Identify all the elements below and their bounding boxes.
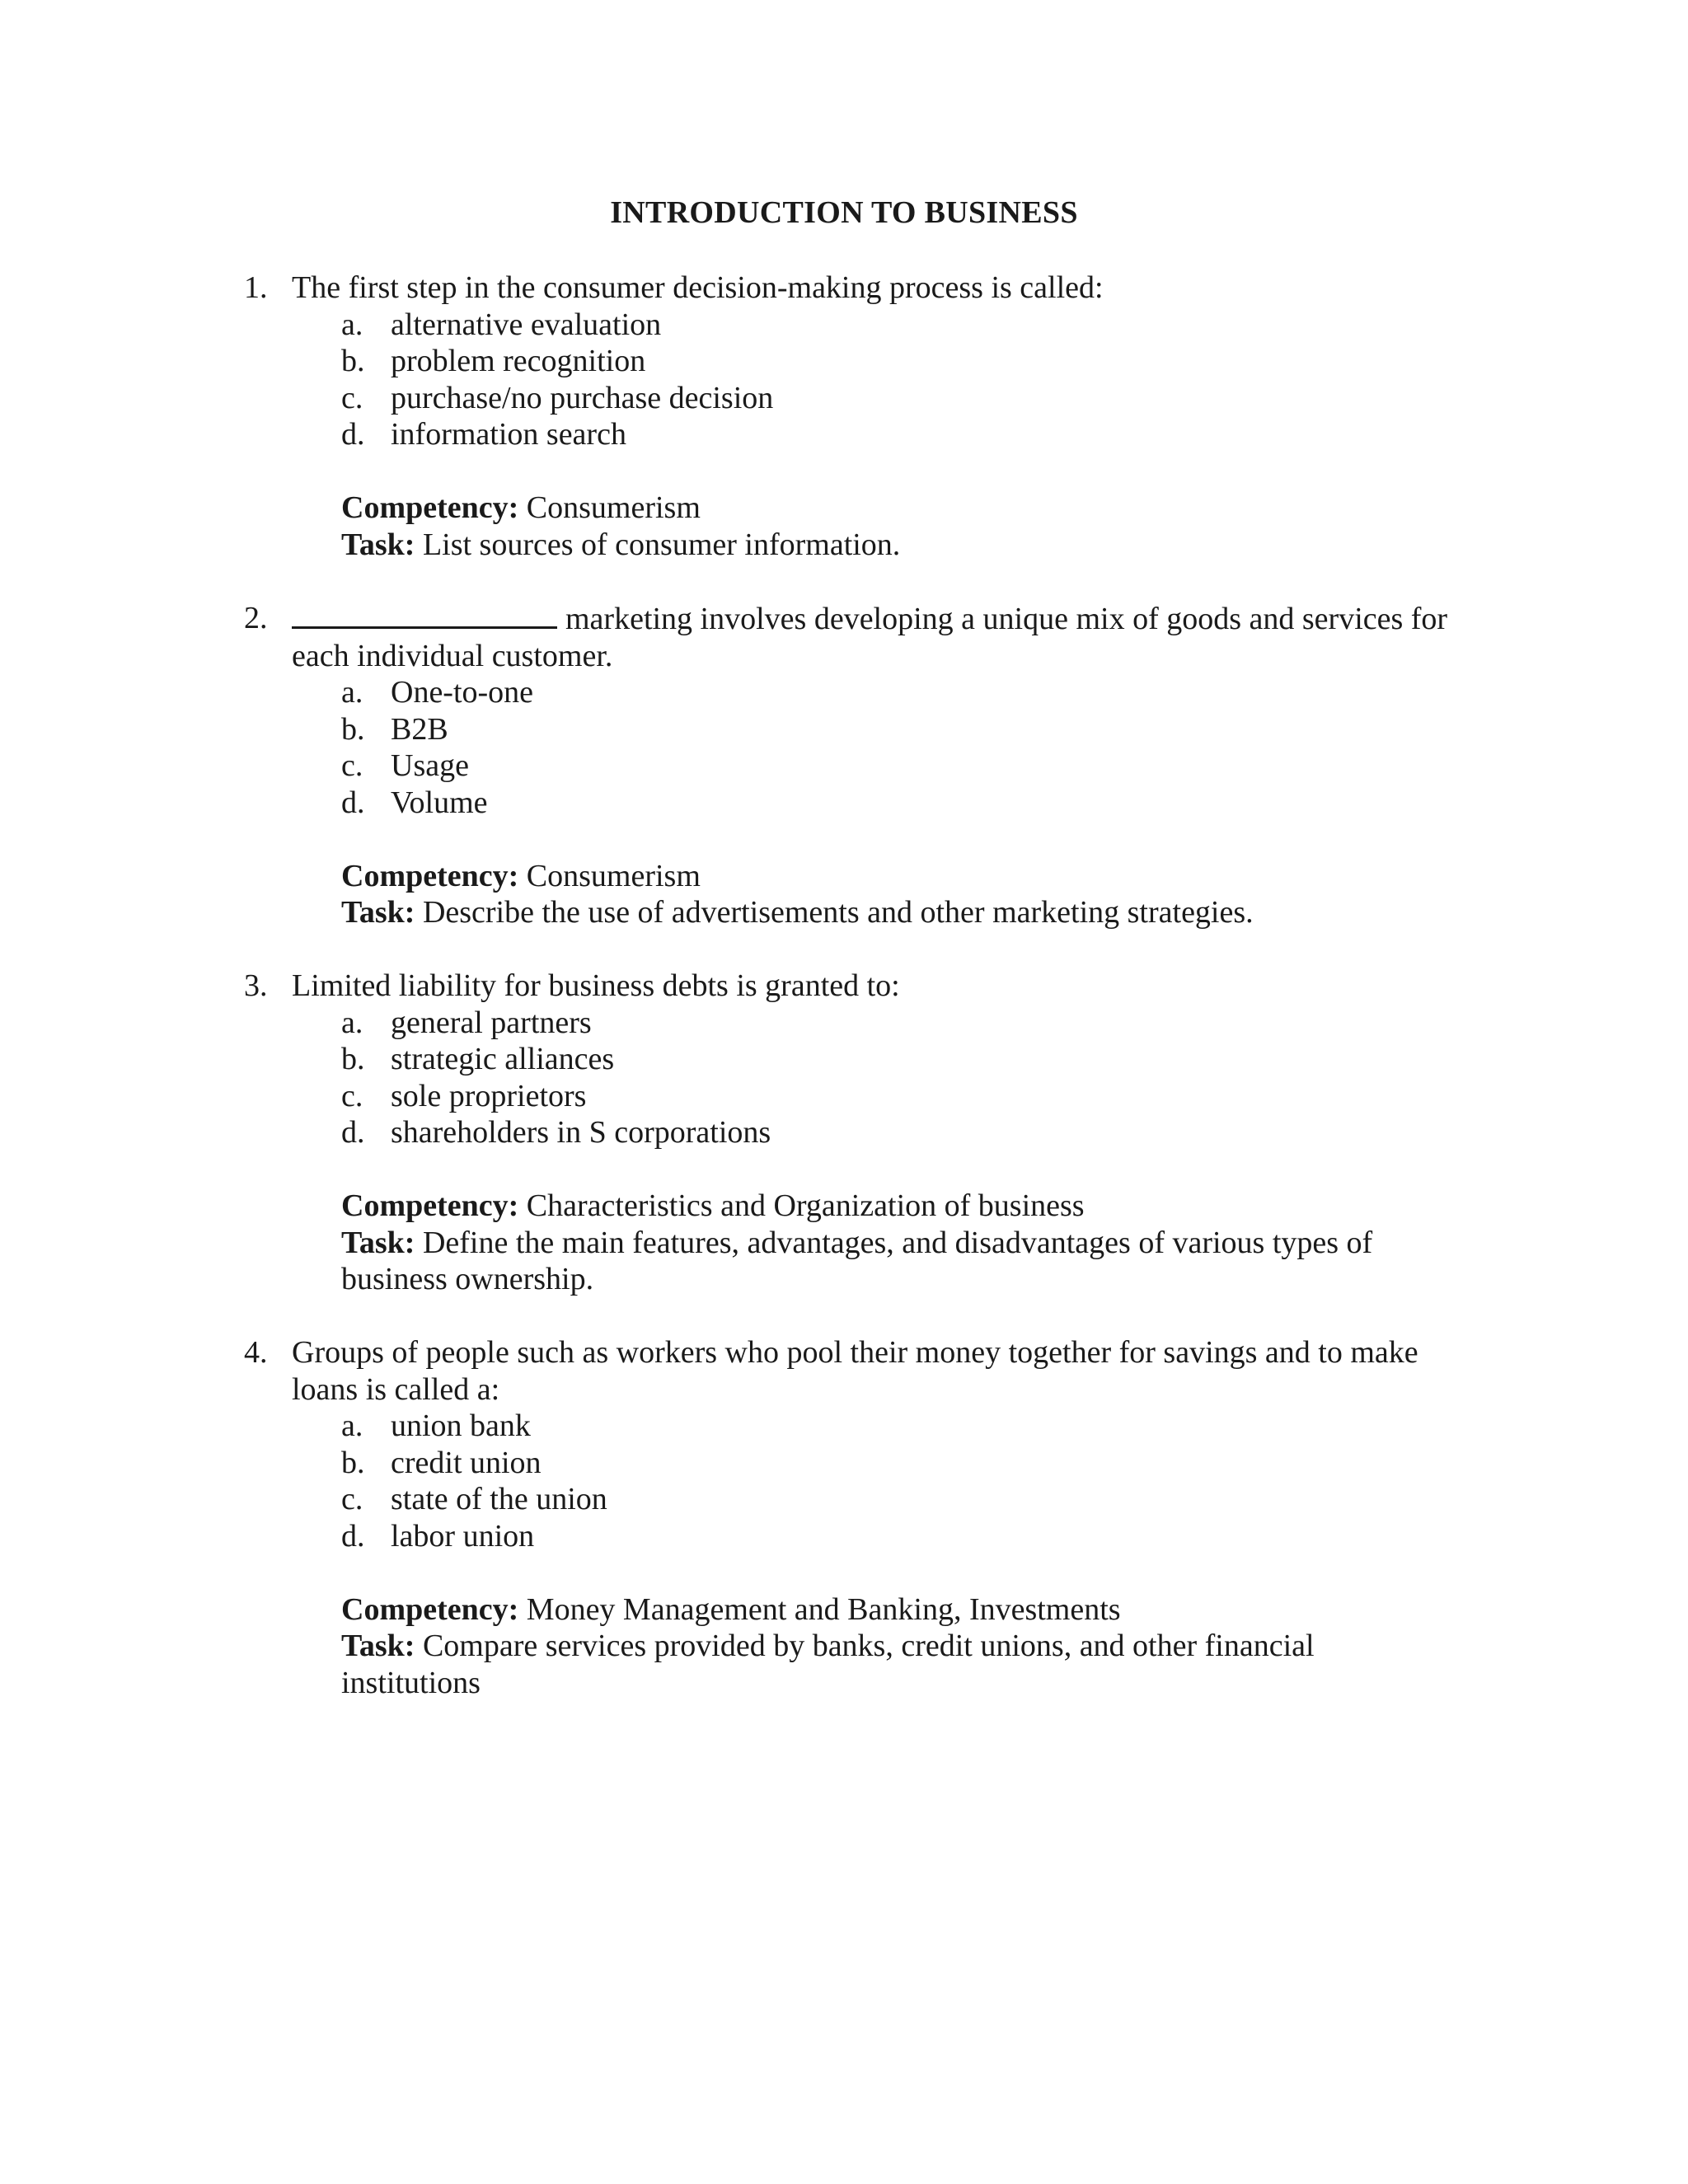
competency-label: Competency:: [341, 490, 519, 525]
answer-option: [244, 1041, 1456, 1078]
option-text: general partners: [391, 1005, 592, 1040]
option-text: Usage: [391, 748, 469, 783]
option-letter: a.: [341, 675, 363, 710]
competency-label: Competency:: [341, 1188, 519, 1223]
question-number: 1.: [244, 270, 268, 305]
option-letter: b.: [341, 1042, 365, 1076]
answer-options: [244, 1408, 1456, 1554]
option-letter: a.: [341, 307, 363, 342]
option-letter: c.: [341, 1482, 363, 1516]
question-number: 4.: [244, 1335, 268, 1370]
option-text: sole proprietors: [391, 1078, 587, 1113]
question-text: marketing involves developing a unique mix of goods and services for each individual customer.: [292, 602, 1448, 673]
option-text: strategic alliances: [391, 1042, 615, 1076]
option-text: purchase/no purchase decision: [391, 380, 774, 415]
competency-label: Competency:: [341, 1591, 519, 1627]
document-title: INTRODUCTION TO BUSINESS: [610, 195, 1078, 230]
answer-option: [244, 1005, 1456, 1042]
task-value: Describe the use of advertisements and other marketing strategies.: [422, 895, 1254, 930]
option-text: labor union: [391, 1518, 535, 1554]
task-label: Task:: [341, 895, 415, 930]
question-4: [244, 1334, 1456, 1701]
answer-option: [244, 748, 1456, 785]
answer-option: [244, 1114, 1456, 1151]
competency-line: [341, 1591, 1456, 1629]
question-3: [244, 968, 1456, 1298]
competency-line: [341, 858, 1456, 895]
option-text: alternative evaluation: [391, 307, 662, 342]
option-letter: a.: [341, 1408, 363, 1443]
option-text: credit union: [391, 1445, 542, 1480]
task-line: [341, 1225, 1456, 1298]
option-letter: c.: [341, 380, 363, 415]
question-meta: [244, 858, 1456, 931]
answer-options: [244, 1005, 1456, 1151]
question-number: 3.: [244, 968, 268, 1003]
fill-in-blank: [292, 600, 557, 629]
option-text: problem recognition: [391, 344, 646, 378]
option-text: union bank: [391, 1408, 531, 1443]
competency-value: Consumerism: [526, 858, 701, 893]
task-label: Task:: [341, 1225, 415, 1260]
question-text: Limited liability for business debts is granted to:: [292, 968, 900, 1003]
competency-value: Money Management and Banking, Investments: [526, 1591, 1121, 1627]
answer-option: [244, 674, 1456, 711]
question-text: Groups of people such as workers who pool their money together for savings and to make loans is called a:: [292, 1335, 1418, 1407]
answer-option: [244, 1078, 1456, 1115]
option-letter: b.: [341, 1445, 365, 1480]
answer-option: [244, 1408, 1456, 1445]
task-value: List sources of consumer information.: [422, 527, 901, 562]
option-letter: b.: [341, 711, 365, 747]
competency-value: Characteristics and Organization of business: [526, 1188, 1085, 1223]
option-text: state of the union: [391, 1482, 607, 1516]
question-meta: [244, 490, 1456, 563]
task-label: Task:: [341, 527, 415, 562]
option-text: Volume: [391, 785, 488, 820]
question-text: The first step in the consumer decision-making process is called:: [292, 270, 1104, 305]
task-value: Compare services provided by banks, credit unions, and other financial institutions: [341, 1629, 1315, 1700]
question-1: [244, 269, 1456, 563]
option-letter: c.: [341, 748, 363, 783]
task-line: [341, 1628, 1456, 1701]
answer-options: [244, 674, 1456, 821]
question-stem: [244, 968, 1456, 1005]
competency-line: [341, 490, 1456, 527]
answer-option: [244, 1481, 1456, 1518]
task-line: [341, 894, 1456, 931]
question-2: [244, 600, 1456, 931]
answer-option: [244, 711, 1456, 748]
question-stem: [244, 600, 1456, 674]
question-number: 2.: [244, 601, 268, 635]
option-letter: d.: [341, 1518, 365, 1554]
question-stem: [244, 269, 1456, 307]
option-letter: d.: [341, 785, 365, 820]
option-letter: a.: [341, 1005, 363, 1040]
answer-option: [244, 380, 1456, 417]
question-meta: [244, 1188, 1456, 1298]
question-meta: [244, 1591, 1456, 1702]
competency-line: [341, 1188, 1456, 1225]
option-text: One-to-one: [391, 675, 534, 710]
question-stem: [244, 1334, 1456, 1408]
answer-option: [244, 1518, 1456, 1555]
option-text: shareholders in S corporations: [391, 1115, 771, 1150]
task-value: Define the main features, advantages, and disadvantages of various types of business ownership.: [341, 1225, 1373, 1296]
option-letter: d.: [341, 417, 365, 452]
option-letter: d.: [341, 1115, 365, 1150]
answer-option: [244, 307, 1456, 344]
competency-value: Consumerism: [526, 490, 701, 525]
option-letter: b.: [341, 344, 365, 378]
task-label: Task:: [341, 1629, 415, 1663]
option-text: B2B: [391, 711, 448, 747]
option-text: information search: [391, 417, 626, 452]
answer-option: [244, 416, 1456, 453]
answer-option: [244, 785, 1456, 822]
competency-label: Competency:: [341, 858, 519, 893]
answer-option: [244, 343, 1456, 380]
option-letter: c.: [341, 1078, 363, 1113]
answer-options: [244, 307, 1456, 453]
answer-option: [244, 1445, 1456, 1482]
task-line: [341, 527, 1456, 564]
